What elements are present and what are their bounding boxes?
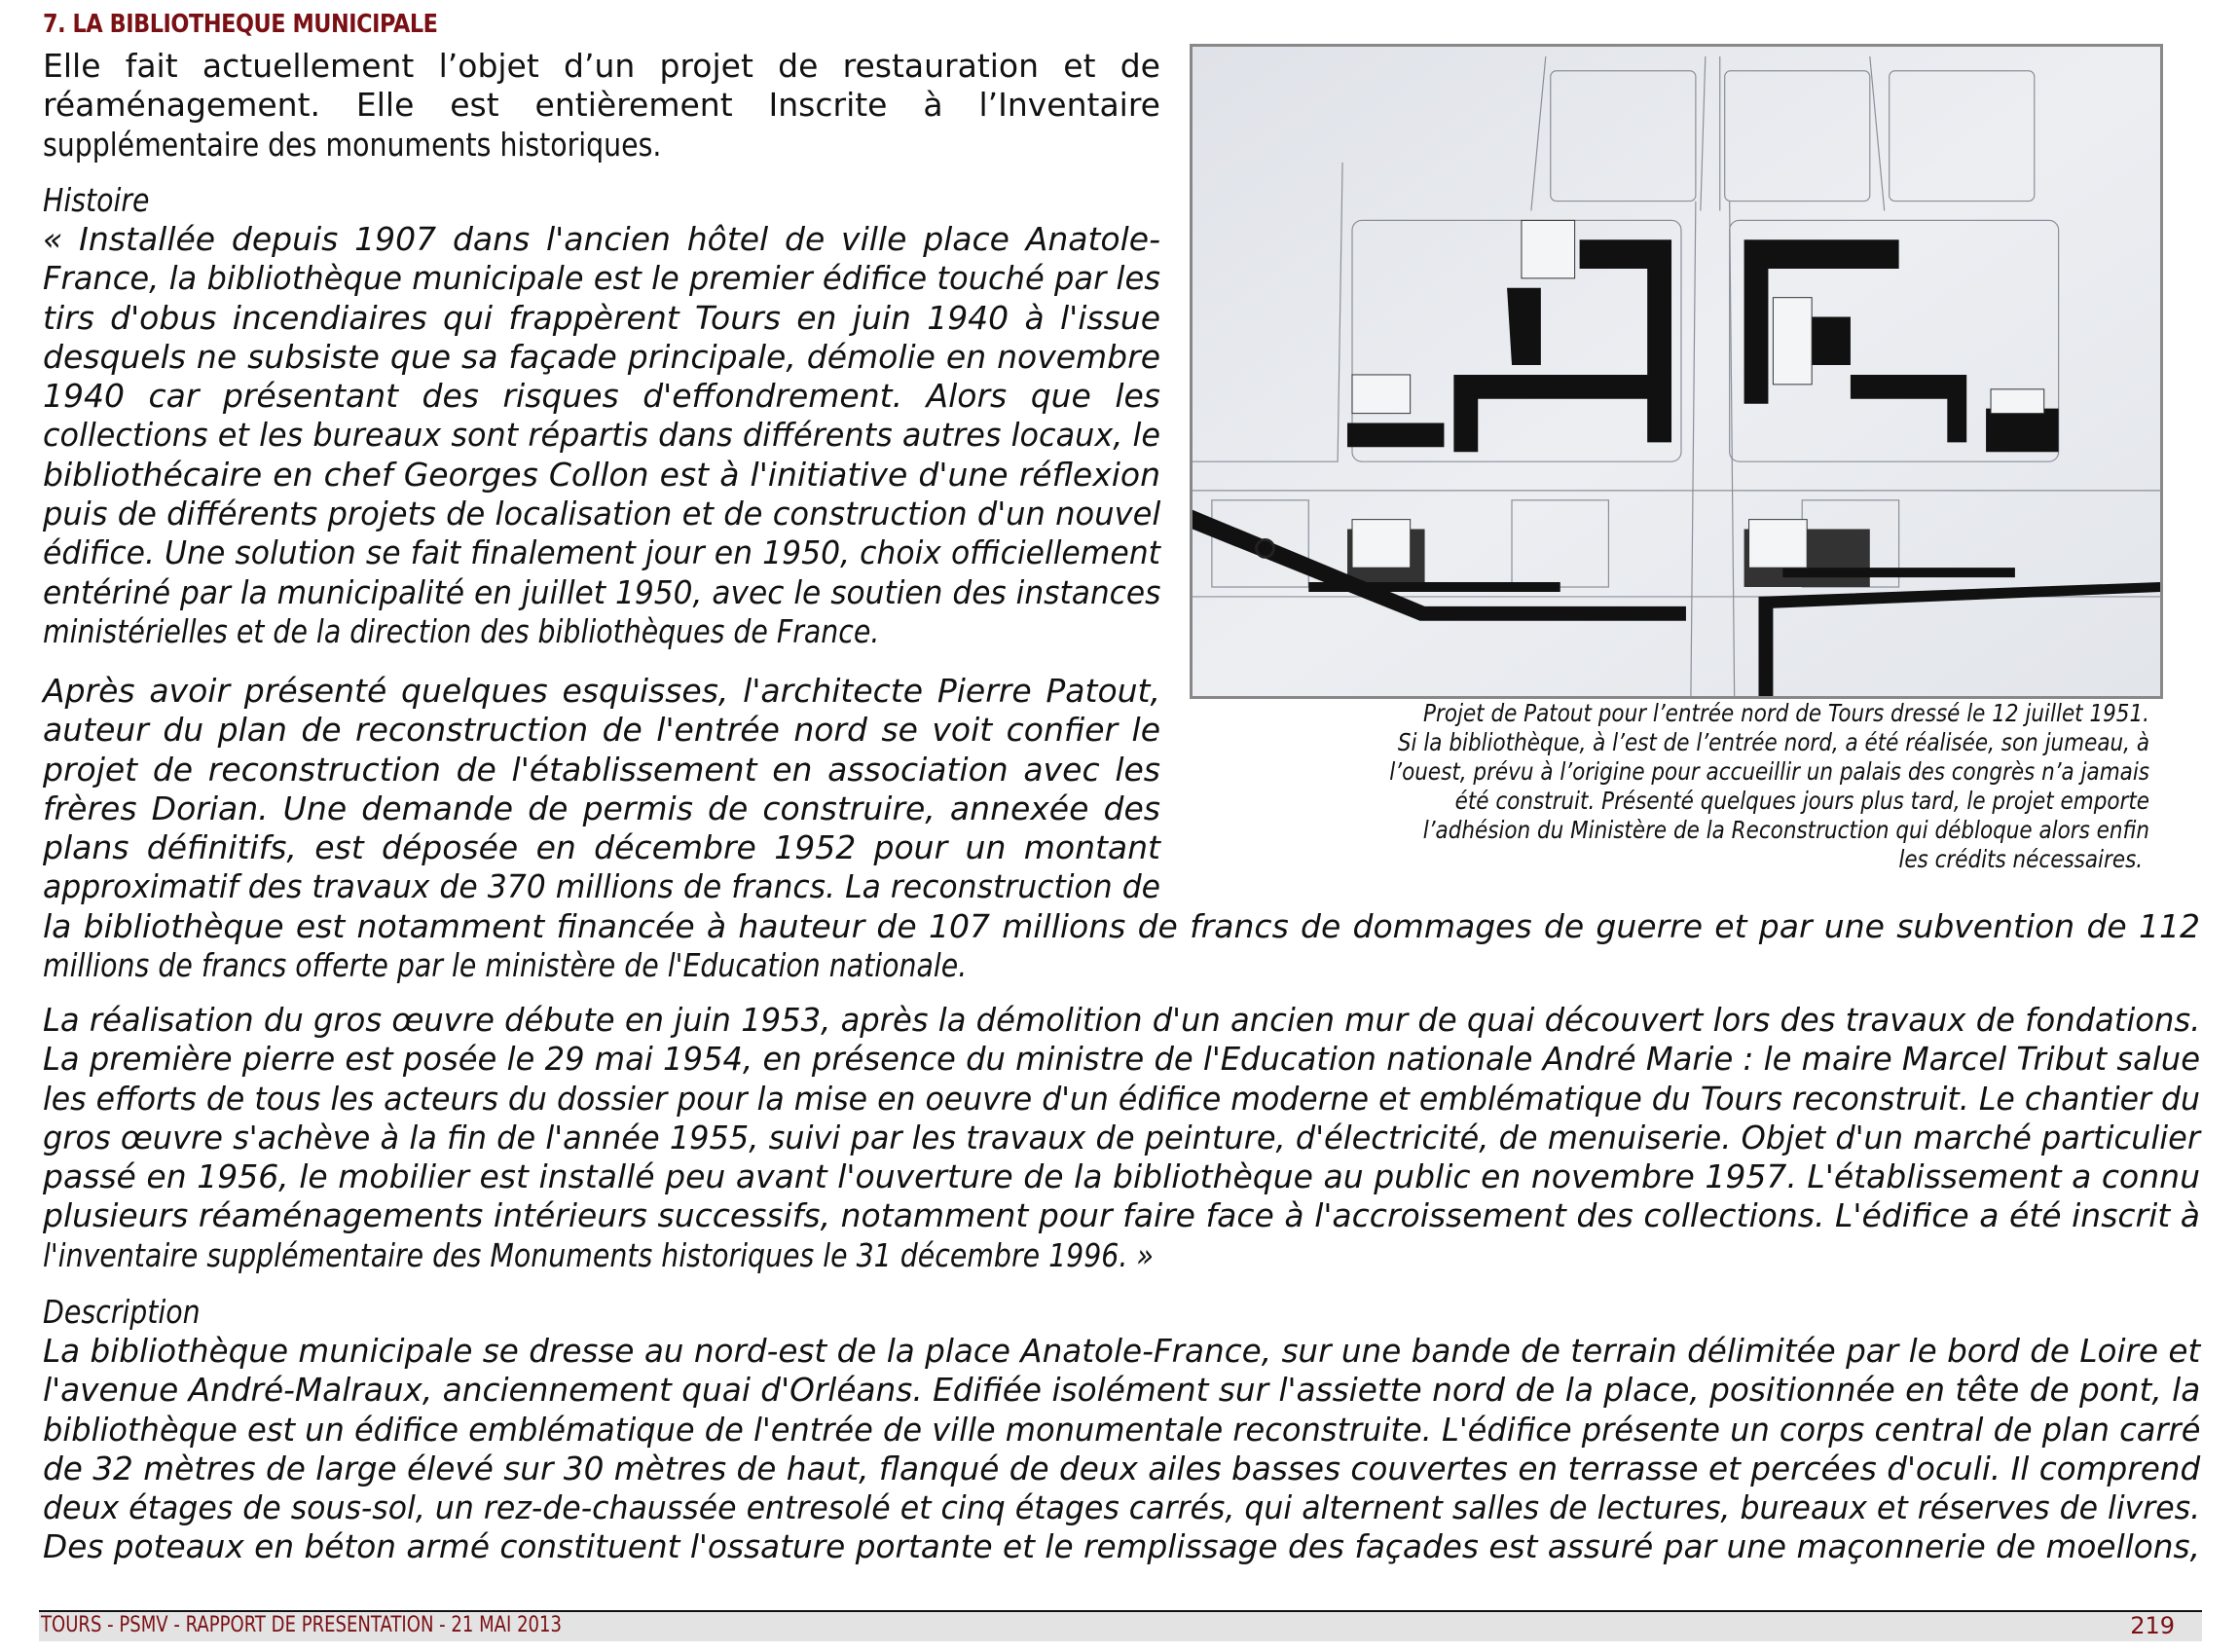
text-line: bibliothécaire en chef Georges Collon est à l'initiative d'une réflexion [43,455,1160,494]
text-line: ministérielles et de la direction des bibliothèques de France. [43,611,880,650]
text-line: auteur du plan de reconstruction de l'entrée nord se voit confier le [43,711,1160,750]
histoire-paragraph-2 [43,672,1160,907]
subheading: Description [43,1293,201,1331]
text-line: deux étages de sous-sol, un rez-de-chaussée entresolé et cinq étages carrés, qui alternent salles de lectures, bureaux et réserves de livres. [43,1488,2201,1527]
text-line: La première pierre est posée le 29 mai 1954, en présence du ministre de l'Education nationale André Marie : le maire Marcel Tribut salue [43,1040,2200,1079]
text-line: gros œuvre s'achève à la fin de l'année 1955, suivi par les travaux de peinture, d'électricité, de menuiserie. Objet d'un marché particulier [43,1118,2200,1156]
text-line: plusieurs réaménagements intérieurs successifs, notamment pour faire face à l'accroissement des collections. L'édifice a été inscrit à [43,1196,2200,1235]
subheading: Histoire [43,181,150,219]
text-line: approximatif des travaux de 370 millions de francs. La reconstruction de [43,867,1160,906]
text-line: Des poteaux en béton armé constituent l'ossature portante et le remplissage des façades est assuré par une maçonnerie de moellons, [43,1527,2200,1566]
section-heading: 7. LA BIBLIOTHEQUE MUNICIPALE [43,10,438,39]
figure-caption [1229,699,2149,874]
text-line: 1940 car présentant des risques d'effondrement. Alors que les [43,377,1160,416]
text-line: plans définitifs, est déposée en décembre 1952 pour un montant [43,828,1160,867]
histoire-paragraph-2-continued [43,907,2200,986]
text-line: desquels ne subsiste que sa façade principale, démolie en novembre [43,337,1160,376]
text-line: projet de reconstruction de l'établissement en association avec les [43,750,1160,789]
histoire-paragraph-1 [43,220,1160,651]
page-footer [39,1612,2202,1641]
caption-line: les crédits nécessaires. [1898,845,2144,873]
description-title [43,1293,2200,1332]
text-line: La réalisation du gros œuvre débute en juin 1953, après la démolition d'un ancien mur de quai découvert lors des travaux de fondations. [43,1001,2201,1039]
text-line: « Installée depuis 1907 dans l'ancien hôtel de ville place Anatole- [43,220,1160,258]
text-line: l'inventaire supplémentaire des Monuments historiques le 31 décembre 1996. » [43,1235,1154,1274]
text-line: France, la bibliothèque municipale est le premier édifice touché par les [43,259,1160,298]
caption-line: l’adhésion du Ministère de la Reconstruction qui débloque alors enfin [1422,816,2149,844]
site-plan-image [1190,44,2163,699]
text-line: réaménagement. Elle est entièrement Inscrite à l’Inventaire [43,86,1160,125]
histoire-title [43,181,1160,220]
architectural-plan-drawing [1193,47,2160,696]
text-line: frères Dorian. Une demande de permis de construire, annexée des [43,789,1160,827]
text-line: la bibliothèque est notamment financée à hauteur de 107 millions de francs de dommages de guerre et par une subvention de 112 [43,907,2200,945]
text-line: les efforts de tous les acteurs du dossier pour la mise en oeuvre d'un édifice moderne et emblématique du Tours reconstruit. Le chantier du [43,1079,2200,1118]
text-line: passé en 1956, le mobilier est installé peu avant l'ouverture de la bibliothèque au public en novembre 1957. L'établissement a connu [43,1157,2200,1196]
intro-paragraph [43,47,1160,165]
text-line: puis de différents projets de localisation et de construction d'un nouvel [43,495,1161,533]
caption-line: Si la bibliothèque, à l’est de l’entrée nord, a été réalisée, son jumeau, à [1397,728,2149,756]
caption-line: l’ouest, prévu à l’origine pour accueillir un palais des congrès n’a jamais [1389,757,2149,786]
text-line: de 32 mètres de large élevé sur 30 mètres de haut, flanqué de deux ailes basses couvertes en terrasse et percées d'oculi. Il comprend [43,1449,2201,1487]
text-line: millions de francs offerte par le ministère de l'Education nationale. [43,946,968,985]
text-line: supplémentaire des monuments historiques. [43,125,662,164]
page-number: 219 [2130,1612,2175,1639]
text-line: Après avoir présenté quelques esquisses, l'architecte Pierre Patout, [43,672,1160,710]
footer-title: TOURS - PSMV - RAPPORT DE PRESENTATION - 21 MAI 2013 [41,1613,562,1637]
text-line: Elle fait actuellement l’objet d’un projet de restauration et de [43,47,1160,85]
text-line: La bibliothèque municipale se dresse au nord-est de la place Anatole-France, sur une bande de terrain délimitée par le bord de Loire et [43,1332,2201,1370]
text-line: tirs d'obus incendiaires qui frappèrent Tours en juin 1940 à l'issue [43,298,1160,337]
caption-line: Projet de Patout pour l’entrée nord de Tours dressé le 12 juillet 1951. [1423,699,2149,727]
text-line: édifice. Une solution se fait finalement jour en 1950, choix officiellement [43,533,1160,572]
description-paragraph [43,1332,2200,1567]
text-line: bibliothèque est un édifice emblématique de l'entrée de ville monumentale reconstruite. L'édifice présente un corps central de plan carré [43,1410,2201,1449]
text-line: l'avenue André-Malraux, anciennement quai d'Orléans. Edifiée isolément sur l'assiette nord de la place, positionnée en tête de pont, la [43,1371,2201,1410]
caption-line: été construit. Présenté quelques jours plus tard, le projet emporte [1454,787,2149,815]
text-line: entériné par la municipalité en juillet 1950, avec le soutien des instances [43,572,1161,611]
text-line: collections et les bureaux sont répartis dans différents autres locaux, le [43,416,1160,455]
histoire-paragraph-3 [43,1001,2200,1275]
